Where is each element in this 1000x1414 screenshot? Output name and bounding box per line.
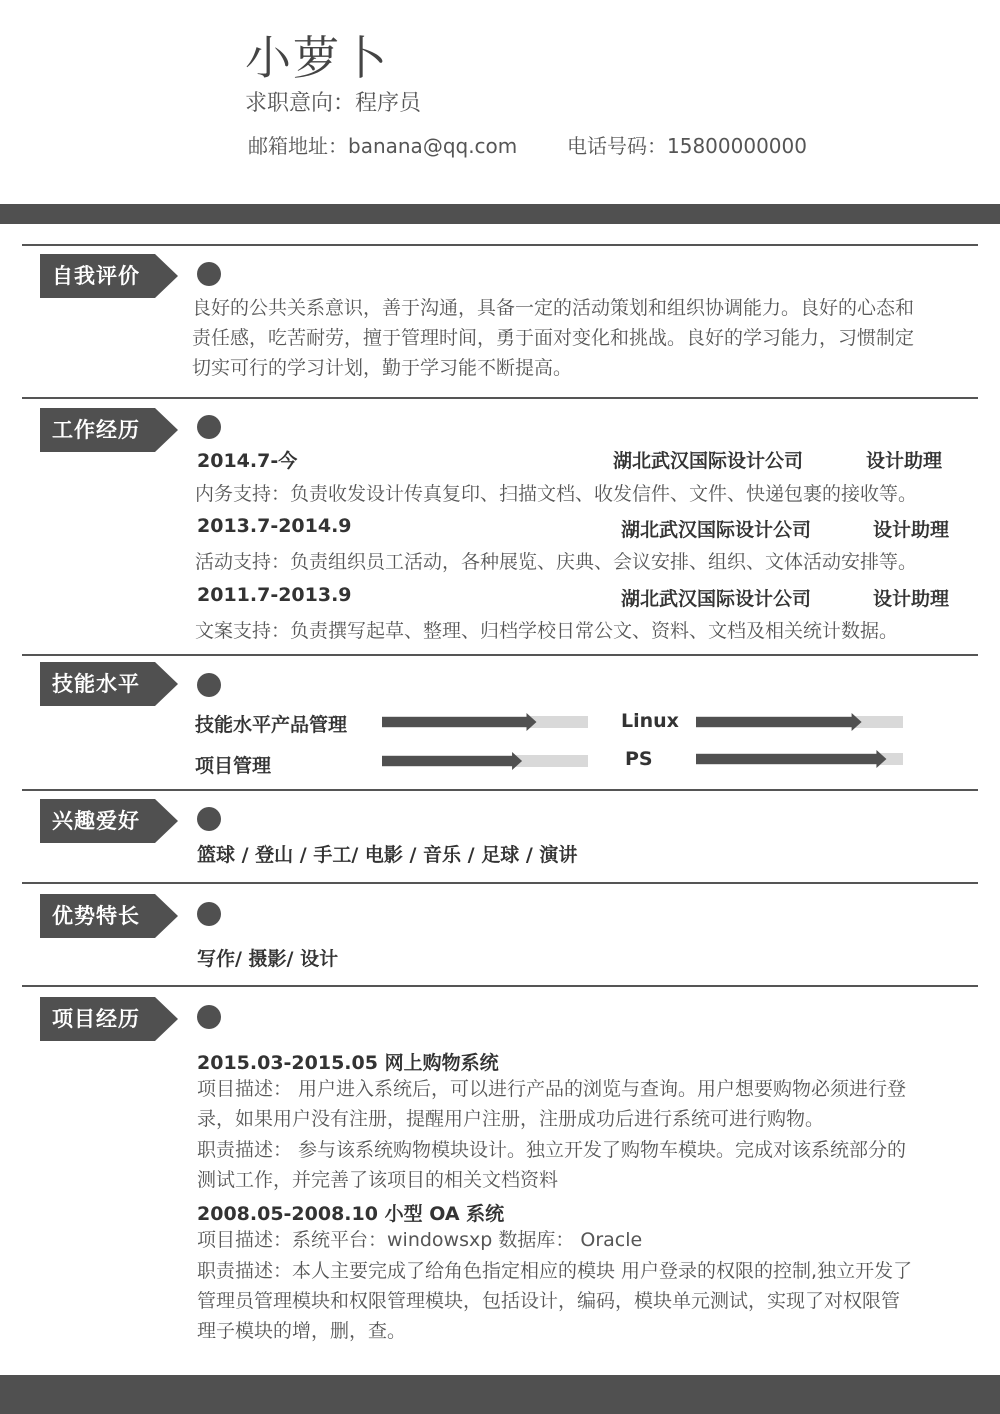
bullet-dot xyxy=(197,262,221,286)
project-line: 测试工作，并完善了该项目的相关文档资料 xyxy=(197,1169,559,1191)
project-line: 理子模块的增，删，查。 xyxy=(197,1320,407,1342)
section-tag-hobby xyxy=(40,799,180,843)
work-period: 2014.7-今 xyxy=(197,450,298,472)
section-rule xyxy=(22,985,978,987)
top-divider-band xyxy=(0,204,1000,224)
bullet-dot xyxy=(197,415,221,439)
skill-level-fill xyxy=(382,713,537,731)
section-rule xyxy=(22,789,978,791)
section-title: 工作经历 xyxy=(52,418,140,442)
paragraph-line: 良好的公共关系意识，善于沟通，具备一定的活动策划和组织协调能力。良好的心态和 xyxy=(192,297,915,319)
section-title: 自我评价 xyxy=(52,264,140,288)
skill-name: Linux xyxy=(621,710,679,732)
skill-level-fill xyxy=(382,752,522,770)
work-company: 湖北武汉国际设计公司 xyxy=(613,450,804,472)
project-line: 项目描述： 用户进入系统后，可以进行产品的浏览与查询。用户想要购物必须进行登 xyxy=(197,1078,907,1100)
candidate-name: 小萝卜 xyxy=(245,31,389,85)
section-rule xyxy=(22,397,978,399)
project-line: 项目描述：系统平台：windowsxp 数据库： Oracle xyxy=(197,1229,643,1251)
skill-level-fill xyxy=(696,750,886,768)
email-address: 邮箱地址：banana@qq.com xyxy=(248,134,518,158)
phone-number: 电话号码：15800000000 xyxy=(567,134,807,158)
work-company: 湖北武汉国际设计公司 xyxy=(621,588,812,610)
bullet-dot xyxy=(197,1005,221,1029)
skill-level-bar xyxy=(382,750,588,772)
work-role: 设计助理 xyxy=(873,588,950,610)
work-description: 文案支持：负责撰写起草、整理、归档学校日常公文、资料、文档及相关统计数据。 xyxy=(195,620,899,642)
skill-level-fill xyxy=(696,713,862,731)
skill-level-bar xyxy=(696,711,903,733)
project-line: 职责描述： 参与该系统购物模块设计。独立开发了购物车模块。完成对该系统部分的 xyxy=(197,1139,907,1161)
skill-name: PS xyxy=(625,748,653,770)
bottom-divider-band xyxy=(0,1375,1000,1414)
work-role: 设计助理 xyxy=(866,450,943,472)
skill-level-bar xyxy=(382,711,588,733)
section-tag-projects xyxy=(40,997,180,1041)
section-title: 技能水平 xyxy=(52,672,140,696)
skill-name: 项目管理 xyxy=(195,755,272,777)
hobby-list: 篮球 / 登山 / 手工/ 电影 / 音乐 / 足球 / 演讲 xyxy=(197,844,578,866)
section-title: 兴趣爱好 xyxy=(52,809,140,833)
section-title: 项目经历 xyxy=(52,1007,140,1031)
section-tag-skills xyxy=(40,662,180,706)
section-rule xyxy=(22,244,978,246)
job-intent: 求职意向：程序员 xyxy=(245,91,422,116)
section-tag-strength xyxy=(40,894,180,938)
project-line: 录，如果用户没有注册，提醒用户注册，注册成功后进行系统可进行购物。 xyxy=(197,1108,825,1130)
project-line: 管理员管理模块和权限管理模块，包括设计，编码，模块单元测试，实现了对权限管 xyxy=(197,1290,901,1312)
project-title: 2008.05-2008.10 小型 OA 系统 xyxy=(197,1203,505,1225)
section-rule xyxy=(22,882,978,884)
work-company: 湖北武汉国际设计公司 xyxy=(621,519,812,541)
section-title: 优势特长 xyxy=(52,904,140,928)
bullet-dot xyxy=(197,902,221,926)
bullet-dot xyxy=(197,673,221,697)
work-description: 活动支持：负责组织员工活动，各种展览、庆典、会议安排、组织、文体活动安排等。 xyxy=(195,551,918,573)
work-period: 2011.7-2013.9 xyxy=(197,584,352,606)
work-period: 2013.7-2014.9 xyxy=(197,515,352,537)
section-rule xyxy=(22,654,978,656)
work-description: 内务支持：负责收发设计传真复印、扫描文档、收发信件、文件、快递包裹的接收等。 xyxy=(195,483,918,505)
skill-name: 技能水平产品管理 xyxy=(195,714,348,736)
work-role: 设计助理 xyxy=(873,519,950,541)
section-tag-work xyxy=(40,408,180,452)
strength-list: 写作/ 摄影/ 设计 xyxy=(197,948,339,970)
paragraph-line: 切实可行的学习计划，勤于学习能不断提高。 xyxy=(192,357,573,379)
bullet-dot xyxy=(197,807,221,831)
project-title: 2015.03-2015.05 网上购物系统 xyxy=(197,1052,499,1074)
self-evaluation-text xyxy=(192,293,962,383)
section-tag-self xyxy=(40,254,180,298)
project-line: 职责描述：本人主要完成了给角色指定相应的模块 用户登录的权限的控制,独立开发了 xyxy=(197,1260,913,1282)
paragraph-line: 责任感，吃苦耐劳，擅于管理时间，勇于面对变化和挑战。良好的学习能力，习惯制定 xyxy=(192,327,915,349)
skill-level-bar xyxy=(696,748,903,770)
